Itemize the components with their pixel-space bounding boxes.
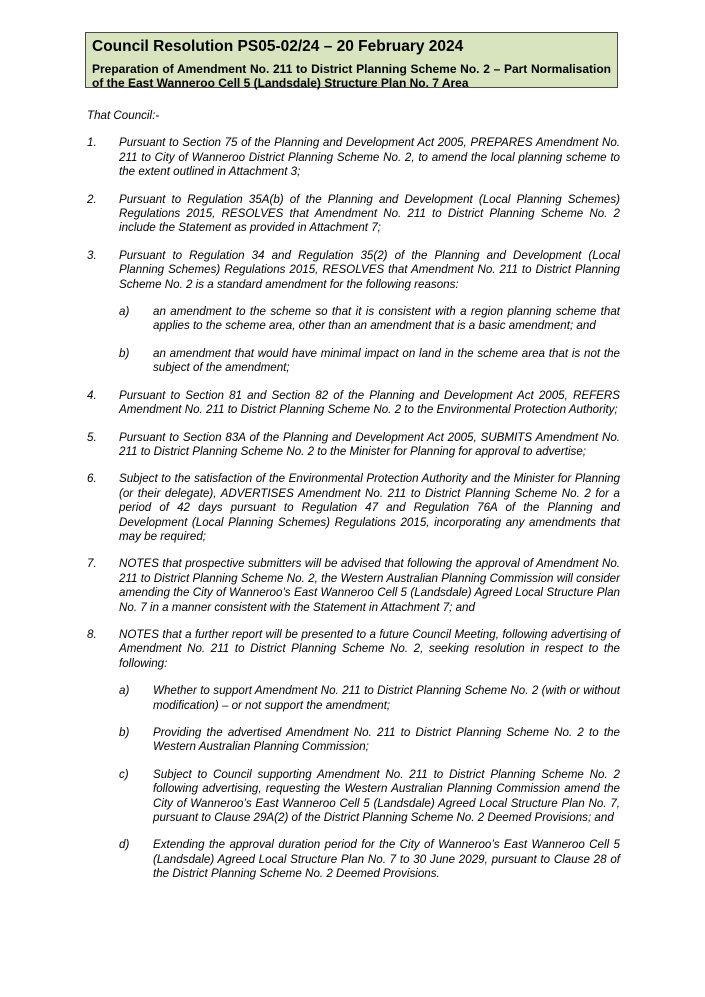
item-number: 5. [87,430,97,444]
sub-item-text: an amendment to the scheme so that it is consistent with a region planning scheme that applies to the scheme area, other than an amendment that is a basic amendment; and [153,305,620,333]
sub-item-d [119,838,620,881]
resolution-body [87,109,620,895]
sub-item-letter: a) [119,305,130,319]
resolution-header [85,32,618,88]
resolution-item-4 [87,389,620,418]
page-subtitle: Preparation of Amendment No. 211 to District Planning Scheme No. 2 – Part Normalisation of the East Wanneroo Cell 5 (Landsdale) Structure Plan No. 7 Area [92,62,611,90]
resolution-item-8 [87,628,620,882]
item-text: Pursuant to Regulation 34 and Regulation 35(2) of the Planning and Development (Local Planning Schemes) Regulations 2015, RESOLVES that Amendment No. 211 to District Planning Scheme No. 2 is a standard amendment for the following reasons: [119,248,620,291]
resolution-item-1 [87,136,620,179]
resolution-item-5 [87,431,620,460]
sub-item-letter: a) [119,684,130,698]
item-number: 6. [87,472,97,486]
sub-item-text: Extending the approval duration period for the City of Wanneroo’s East Wanneroo Cell 5 (Landsdale) Agreed Local Structure Plan No. 7 to 30 June 2029, pursuant to Clause 28 of the District Planning Scheme No. 2 Deemed Provisions. [153,838,620,881]
sub-item-text: Whether to support Amendment No. 211 to District Planning Scheme No. 2 (with or without modification) – or not support the amendment; [153,684,620,712]
sub-list [119,684,620,881]
item-text: Pursuant to Section 83A of the Planning and Development Act 2005, SUBMITS Amendment No. 211 to District Planning Scheme No. 2 to the Minister for Planning for approval to advertise; [119,430,620,458]
sub-item-text: an amendment that would have minimal impact on land in the scheme area that is not the subject of the amendment; [153,346,620,375]
sub-item-a [119,684,620,713]
item-number: 4. [87,388,97,402]
sub-item-c [119,768,620,826]
intro-text: That Council:- [87,109,160,122]
resolution-item-3 [87,249,620,376]
sub-item-letter: b) [119,346,130,360]
sub-item-letter: b) [119,726,130,739]
sub-item-a [119,305,620,334]
item-number: 7. [87,557,97,571]
item-text: Pursuant to Regulation 35A(b) of the Planning and Development (Local Planning Schemes) Regulations 2015, RESOLVES that Amendment No. 211 to District Planning Scheme No. 2 include the Statement as provided in Attachment 7; [119,192,620,235]
item-number: 2. [87,192,97,206]
item-text: Pursuant to Section 81 and Section 82 of the Planning and Development Act 2005, REFERS Amendment No. 211 to District Planning Scheme No. 2 to the Environmental Protection Authority; [119,388,620,417]
item-text: Subject to the satisfaction of the Environmental Protection Authority and the Minister for Planning (or their delegate), ADVERTISES Amendment No. 211 to District Planning Scheme No. 2 for a period of 42 days pursuant to Regulation 47 and Regulation 76A of the Planning and Development (Local Planning Schemes) Regulations 2015, incorporating any amendments that may be required; [119,472,620,543]
resolution-item-2 [87,193,620,236]
item-number: 8. [87,627,97,641]
sub-item-b [119,726,620,755]
sub-item-letter: c) [119,767,129,781]
resolution-item-6 [87,472,620,544]
sub-item-text: Providing the advertised Amendment No. 211 to District Planning Scheme No. 2 to the Western Australian Planning Commission; [153,726,620,754]
sub-item-letter: d) [119,838,130,852]
sub-item-b [119,347,620,376]
item-text: NOTES that prospective submitters will be advised that following the approval of Amendment No. 211 to District Planning Scheme No. 2, the Western Australian Planning Commission will consider amending the City of Wanneroo’s East Wanneroo Cell 5 (Landsdale) Agreed Local Structure Plan No. 7 in a manner consistent with the Statement in Attachment 7; and [119,557,620,614]
item-text: Pursuant to Section 75 of the Planning and Development Act 2005, PREPARES Amendment No. 211 to City of Wanneroo District Planning Scheme No. 2, to amend the local planning scheme to the extent outlined in Attachment 3; [119,136,620,179]
sub-item-text: Subject to Council supporting Amendment No. 211 to District Planning Scheme No. 2 following advertising, requesting the Western Australian Planning Commission amend the City of Wanneroo’s East Wanneroo Cell 5 (Landsdale) Agreed Local Structure Plan No. 7, pursuant to Clause 29A(2) of the District Planning Scheme No. 2 Deemed Provisions; and [153,767,620,825]
item-number: 1. [87,136,97,150]
item-text: NOTES that a further report will be presented to a future Council Meeting, following advertising of Amendment No. 211 to District Planning Scheme No. 2, seeking resolution in respect to the following: [119,627,620,670]
page-title: Council Resolution PS05-02/24 – 20 February 2024 [92,38,464,55]
item-number: 3. [87,248,97,262]
sub-list [119,305,620,376]
resolution-item-7 [87,557,620,615]
